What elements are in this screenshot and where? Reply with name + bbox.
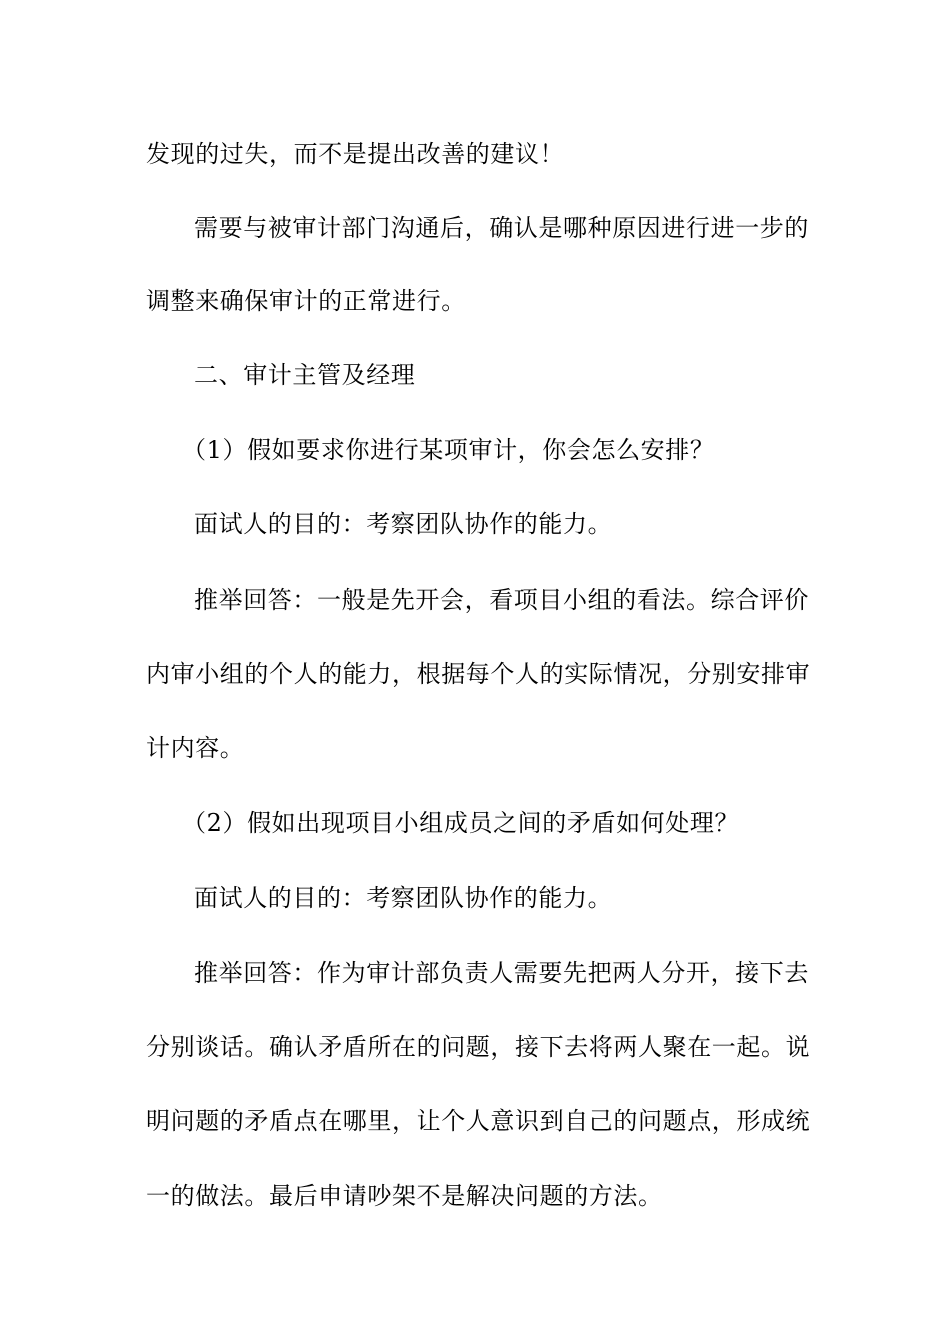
text-line: 面试人的目的：考察团队协作的能力。 bbox=[194, 510, 613, 538]
text-line: 推举回答：作为审计部负责人需要先把两人分开，接下去 bbox=[194, 959, 809, 987]
text-line: 面试人的目的：考察团队协作的能力。 bbox=[194, 884, 613, 912]
text-line: 调整来确保审计的正常进行。 bbox=[146, 287, 466, 315]
text-line: 内审小组的个人的能力，根据每个人的实际情况，分别安排审 bbox=[146, 660, 811, 688]
text-line: 推举回答：一般是先开会，看项目小组的看法。综合评价 bbox=[194, 586, 809, 614]
text-line: 分别谈话。确认矛盾所在的问题，接下去将两人聚在一起。说 bbox=[146, 1033, 811, 1061]
text-line: 明问题的矛盾点在哪里，让个人意识到自己的问题点，形成统 bbox=[146, 1107, 811, 1135]
question-heading: （1）假如要求你进行某项审计，你会怎么安排？ bbox=[182, 436, 715, 464]
text-line: 发现的过失，而不是提出改善的建议！ bbox=[146, 140, 565, 168]
section-heading: 二、审计主管及经理 bbox=[194, 361, 416, 389]
text-line: 一的做法。最后申请吵架不是解决问题的方法。 bbox=[146, 1182, 663, 1210]
text-line: 计内容。 bbox=[146, 734, 245, 762]
question-heading: （2）假如出现项目小组成员之间的矛盾如何处理？ bbox=[182, 809, 740, 837]
text-line: 需要与被审计部门沟通后，确认是哪种原因进行进一步的 bbox=[194, 214, 809, 242]
